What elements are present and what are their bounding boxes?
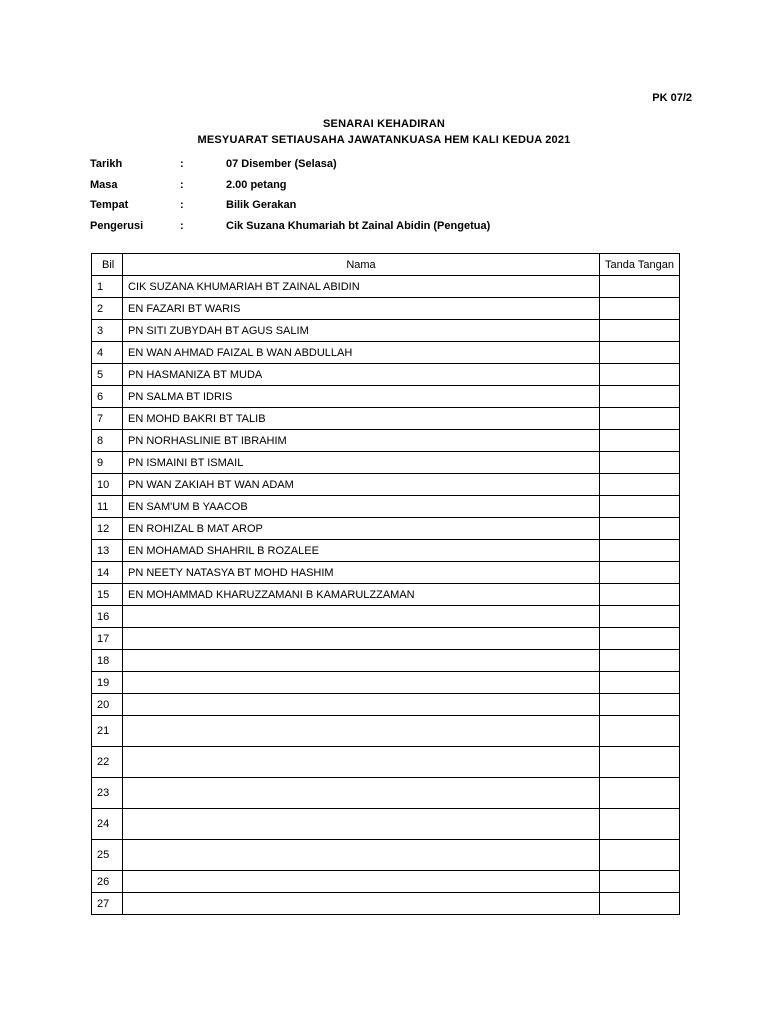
table-row xyxy=(92,452,680,474)
cell-bil: 2 xyxy=(92,298,123,320)
document-title: SENARAI KEHADIRAN xyxy=(323,118,445,130)
cell-nama: PN SALMA BT IDRIS xyxy=(123,386,600,408)
table-row xyxy=(92,276,680,298)
info-label: Pengerusi xyxy=(90,219,144,232)
cell-bil: 14 xyxy=(92,562,123,584)
cell-tanda-tangan[interactable] xyxy=(600,562,680,584)
cell-nama: EN SAM'UM B YAACOB xyxy=(123,496,600,518)
cell-nama: PN HASMANIZA BT MUDA xyxy=(123,364,600,386)
cell-nama: EN ROHIZAL B MAT AROP xyxy=(123,518,600,540)
cell-tanda-tangan[interactable] xyxy=(600,540,680,562)
info-value: 2.00 petang xyxy=(226,178,287,191)
cell-tanda-tangan[interactable] xyxy=(600,474,680,496)
info-colon: : xyxy=(180,199,184,211)
column-header-tanda-tangan: Tanda Tangan xyxy=(600,254,680,276)
cell-nama xyxy=(123,809,600,840)
cell-tanda-tangan[interactable] xyxy=(600,778,680,809)
info-colon: : xyxy=(180,158,184,170)
column-header-nama: Nama xyxy=(123,254,600,276)
cell-bil: 19 xyxy=(92,672,123,694)
cell-bil: 10 xyxy=(92,474,123,496)
cell-bil: 25 xyxy=(92,840,123,871)
cell-bil: 20 xyxy=(92,694,123,716)
table-row xyxy=(92,778,680,809)
cell-tanda-tangan[interactable] xyxy=(600,342,680,364)
cell-tanda-tangan[interactable] xyxy=(600,320,680,342)
cell-bil: 17 xyxy=(92,628,123,650)
table-row xyxy=(92,809,680,840)
table-row xyxy=(92,518,680,540)
table-row xyxy=(92,694,680,716)
cell-bil: 22 xyxy=(92,747,123,778)
cell-nama: EN MOHD BAKRI BT TALIB xyxy=(123,408,600,430)
cell-nama xyxy=(123,694,600,716)
document-ref-code: PK 07/2 xyxy=(652,92,692,104)
cell-bil: 26 xyxy=(92,871,123,893)
cell-nama: PN NORHASLINIE BT IBRAHIM xyxy=(123,430,600,452)
cell-nama xyxy=(123,672,600,694)
cell-nama xyxy=(123,628,600,650)
cell-tanda-tangan[interactable] xyxy=(600,408,680,430)
cell-nama: EN MOHAMAD SHAHRIL B ROZALEE xyxy=(123,540,600,562)
cell-bil: 4 xyxy=(92,342,123,364)
cell-tanda-tangan[interactable] xyxy=(600,452,680,474)
cell-bil: 13 xyxy=(92,540,123,562)
info-label: Tarikh xyxy=(90,158,123,170)
cell-nama: CIK SUZANA KHUMARIAH BT ZAINAL ABIDIN xyxy=(123,276,600,298)
cell-tanda-tangan[interactable] xyxy=(600,298,680,320)
info-colon: : xyxy=(180,219,184,232)
cell-nama: EN WAN AHMAD FAIZAL B WAN ABDULLAH xyxy=(123,342,600,364)
cell-bil: 27 xyxy=(92,893,123,915)
info-colon: : xyxy=(180,178,184,191)
attendance-table-body xyxy=(92,276,680,915)
cell-bil: 15 xyxy=(92,584,123,606)
cell-bil: 6 xyxy=(92,386,123,408)
cell-nama xyxy=(123,778,600,809)
cell-nama: PN ISMAINI BT ISMAIL xyxy=(123,452,600,474)
cell-tanda-tangan[interactable] xyxy=(600,650,680,672)
table-header-row xyxy=(92,254,680,276)
cell-tanda-tangan[interactable] xyxy=(600,809,680,840)
table-row xyxy=(92,871,680,893)
document-subtitle: MESYUARAT SETIAUSAHA JAWATANKUASA HEM KALI KEDUA 2021 xyxy=(197,134,571,146)
table-row xyxy=(92,496,680,518)
cell-bil: 11 xyxy=(92,496,123,518)
table-row xyxy=(92,840,680,871)
cell-bil: 1 xyxy=(92,276,123,298)
cell-tanda-tangan[interactable] xyxy=(600,364,680,386)
cell-nama xyxy=(123,747,600,778)
cell-bil: 24 xyxy=(92,809,123,840)
table-row xyxy=(92,386,680,408)
table-row xyxy=(92,606,680,628)
table-row xyxy=(92,540,680,562)
table-row xyxy=(92,474,680,496)
cell-nama: EN FAZARI BT WARIS xyxy=(123,298,600,320)
cell-tanda-tangan[interactable] xyxy=(600,386,680,408)
cell-bil: 3 xyxy=(92,320,123,342)
table-row xyxy=(92,893,680,915)
attendance-table xyxy=(91,253,680,915)
cell-tanda-tangan[interactable] xyxy=(600,606,680,628)
table-row xyxy=(92,342,680,364)
table-row xyxy=(92,562,680,584)
cell-nama xyxy=(123,871,600,893)
cell-tanda-tangan[interactable] xyxy=(600,747,680,778)
table-row xyxy=(92,364,680,386)
table-row xyxy=(92,672,680,694)
table-row xyxy=(92,320,680,342)
cell-bil: 21 xyxy=(92,716,123,747)
info-label: Masa xyxy=(90,178,118,191)
cell-nama xyxy=(123,606,600,628)
cell-tanda-tangan[interactable] xyxy=(600,871,680,893)
cell-bil: 7 xyxy=(92,408,123,430)
cell-bil: 16 xyxy=(92,606,123,628)
cell-bil: 8 xyxy=(92,430,123,452)
cell-tanda-tangan[interactable] xyxy=(600,430,680,452)
cell-tanda-tangan[interactable] xyxy=(600,518,680,540)
table-row xyxy=(92,747,680,778)
cell-tanda-tangan[interactable] xyxy=(600,276,680,298)
table-row xyxy=(92,650,680,672)
cell-nama xyxy=(123,840,600,871)
info-label: Tempat xyxy=(90,199,129,211)
table-row xyxy=(92,584,680,606)
cell-tanda-tangan[interactable] xyxy=(600,496,680,518)
info-value: Bilik Gerakan xyxy=(226,199,297,211)
cell-bil: 23 xyxy=(92,778,123,809)
cell-tanda-tangan[interactable] xyxy=(600,840,680,871)
cell-tanda-tangan[interactable] xyxy=(600,628,680,650)
cell-bil: 18 xyxy=(92,650,123,672)
info-value: 07 Disember (Selasa) xyxy=(226,158,337,170)
cell-bil: 5 xyxy=(92,364,123,386)
table-row xyxy=(92,408,680,430)
cell-nama: PN SITI ZUBYDAH BT AGUS SALIM xyxy=(123,320,600,342)
table-row xyxy=(92,430,680,452)
info-value: Cik Suzana Khumariah bt Zainal Abidin (Pengetua) xyxy=(226,219,491,232)
cell-bil: 12 xyxy=(92,518,123,540)
cell-tanda-tangan[interactable] xyxy=(600,893,680,915)
cell-nama: EN MOHAMMAD KHARUZZAMANI B KAMARULZZAMAN xyxy=(123,584,600,606)
cell-nama xyxy=(123,893,600,915)
cell-nama xyxy=(123,716,600,747)
table-row xyxy=(92,628,680,650)
cell-bil: 9 xyxy=(92,452,123,474)
cell-tanda-tangan[interactable] xyxy=(600,584,680,606)
table-row xyxy=(92,298,680,320)
cell-nama: PN WAN ZAKIAH BT WAN ADAM xyxy=(123,474,600,496)
cell-nama xyxy=(123,650,600,672)
table-row xyxy=(92,716,680,747)
cell-tanda-tangan[interactable] xyxy=(600,694,680,716)
cell-tanda-tangan[interactable] xyxy=(600,716,680,747)
cell-tanda-tangan[interactable] xyxy=(600,672,680,694)
cell-nama: PN NEETY NATASYA BT MOHD HASHIM xyxy=(123,562,600,584)
column-header-bil: Bil xyxy=(92,254,123,276)
